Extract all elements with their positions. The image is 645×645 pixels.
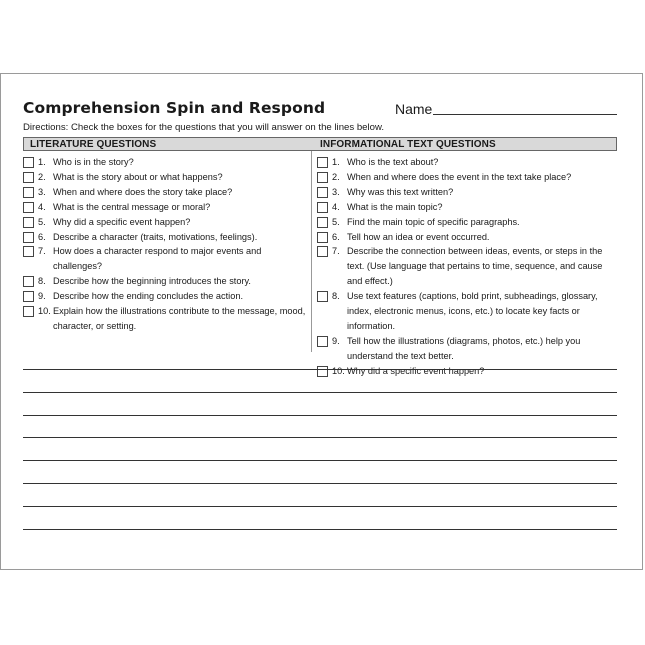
- question-text: Describe a character (traits, motivations, feelings).: [53, 231, 258, 242]
- checkbox[interactable]: [23, 187, 34, 198]
- checkbox[interactable]: [23, 202, 34, 213]
- checkbox[interactable]: [23, 157, 34, 168]
- question-text: When and where does the event in the text take place?: [347, 171, 572, 182]
- answer-line[interactable]: [23, 369, 617, 370]
- informational-question-2: [317, 170, 617, 185]
- literature-question-8: [23, 274, 309, 289]
- literature-question-7: [23, 244, 309, 274]
- question-text: Describe the connection between ideas, events, or steps in the text. (Use language that pertains to time, sequence, and cause and effect.): [347, 246, 603, 287]
- literature-questions: [23, 155, 309, 334]
- answer-line[interactable]: [23, 392, 617, 393]
- informational-heading: INFORMATIONAL TEXT QUESTIONS: [320, 139, 496, 150]
- answer-line[interactable]: [23, 460, 617, 461]
- checkbox[interactable]: [23, 217, 34, 228]
- question-text: Who is the text about?: [347, 157, 439, 167]
- question-number: 9.: [38, 291, 46, 302]
- directions-text: Directions: Check the boxes for the questions that you will answer on the lines below.: [23, 122, 385, 133]
- checkbox[interactable]: [317, 246, 328, 257]
- literature-question-6: [23, 230, 309, 245]
- informational-question-6: [317, 230, 617, 245]
- answer-line[interactable]: [23, 437, 617, 438]
- question-number: 7.: [332, 246, 340, 257]
- informational-question-8: [317, 289, 617, 334]
- informational-questions: [317, 155, 617, 379]
- question-text: Tell how the illustrations (diagrams, photos, etc.) help you understand the text better.: [347, 335, 581, 361]
- checkbox[interactable]: [23, 276, 34, 287]
- question-number: 7.: [38, 246, 46, 257]
- question-number: 4.: [38, 201, 46, 212]
- informational-question-3: [317, 185, 617, 200]
- question-number: 8.: [332, 291, 340, 302]
- checkbox[interactable]: [317, 157, 328, 168]
- checkbox[interactable]: [23, 172, 34, 183]
- informational-question-7: [317, 244, 617, 289]
- checkbox[interactable]: [317, 202, 328, 213]
- literature-question-5: [23, 215, 309, 230]
- checkbox[interactable]: [23, 306, 34, 317]
- informational-question-9: [317, 334, 617, 364]
- question-text: Use text features (captions, bold print, subheadings, glossary, index, electronic menus, icons, etc.) to locate key facts or information.: [347, 291, 598, 331]
- checkbox[interactable]: [317, 187, 328, 198]
- question-text: What is the central message or moral?: [53, 201, 211, 212]
- literature-question-1: [23, 155, 309, 170]
- question-number: 3.: [38, 186, 46, 197]
- checkbox[interactable]: [317, 232, 328, 243]
- question-number: 10.: [38, 306, 51, 317]
- answer-lines: [23, 369, 617, 551]
- question-text: Why was this text written?: [347, 186, 454, 197]
- question-number: 9.: [332, 335, 340, 346]
- informational-question-4: [317, 200, 617, 215]
- checkbox[interactable]: [317, 336, 328, 347]
- question-number: 4.: [332, 201, 340, 212]
- question-number: 5.: [38, 216, 46, 227]
- checkbox[interactable]: [317, 291, 328, 302]
- question-text: Explain how the illustrations contribute to the message, mood, character, or setting.: [53, 306, 306, 331]
- question-number: 1.: [38, 157, 46, 167]
- worksheet-card: [0, 73, 643, 570]
- literature-question-9: [23, 289, 309, 304]
- question-text: What is the story about or what happens?: [53, 171, 223, 182]
- literature-question-4: [23, 200, 309, 215]
- question-text: Tell how an idea or event occurred.: [347, 231, 490, 242]
- checkbox[interactable]: [23, 291, 34, 302]
- name-line[interactable]: [433, 114, 617, 115]
- answer-line[interactable]: [23, 506, 617, 507]
- answer-line[interactable]: [23, 529, 617, 530]
- name-label: Name: [395, 101, 433, 117]
- question-number: 6.: [38, 231, 46, 242]
- checkbox[interactable]: [317, 217, 328, 228]
- question-text: When and where does the story take place?: [53, 186, 233, 197]
- question-number: 5.: [332, 216, 340, 227]
- question-text: Why did a specific event happen?: [53, 216, 191, 227]
- checkbox[interactable]: [23, 232, 34, 243]
- question-text: Who is in the story?: [53, 157, 134, 167]
- column-divider: [311, 151, 312, 352]
- literature-heading: LITERATURE QUESTIONS: [30, 139, 157, 150]
- checkbox[interactable]: [23, 246, 34, 257]
- question-number: 2.: [332, 171, 340, 182]
- question-number: 10.: [332, 365, 345, 376]
- question-number: 6.: [332, 231, 340, 242]
- informational-question-5: [317, 215, 617, 230]
- question-text: How does a character respond to major events and challenges?: [53, 246, 262, 272]
- question-text: Why did a specific event happen?: [347, 365, 485, 376]
- question-number: 3.: [332, 186, 340, 197]
- question-number: 1.: [332, 157, 340, 167]
- answer-line[interactable]: [23, 415, 617, 416]
- question-number: 8.: [38, 276, 46, 287]
- literature-question-3: [23, 185, 309, 200]
- worksheet-title: Comprehension Spin and Respond: [23, 99, 326, 117]
- literature-question-10: [23, 304, 309, 334]
- literature-question-2: [23, 170, 309, 185]
- table-header-row: [23, 137, 617, 151]
- questions-table: [23, 137, 617, 376]
- informational-question-1: [317, 155, 617, 170]
- answer-line[interactable]: [23, 483, 617, 484]
- checkbox[interactable]: [317, 172, 328, 183]
- question-number: 2.: [38, 171, 46, 182]
- question-text: Describe how the ending concludes the action.: [53, 291, 243, 302]
- question-text: What is the main topic?: [347, 201, 443, 212]
- question-text: Find the main topic of specific paragraphs.: [347, 216, 520, 227]
- question-text: Describe how the beginning introduces the story.: [53, 276, 251, 287]
